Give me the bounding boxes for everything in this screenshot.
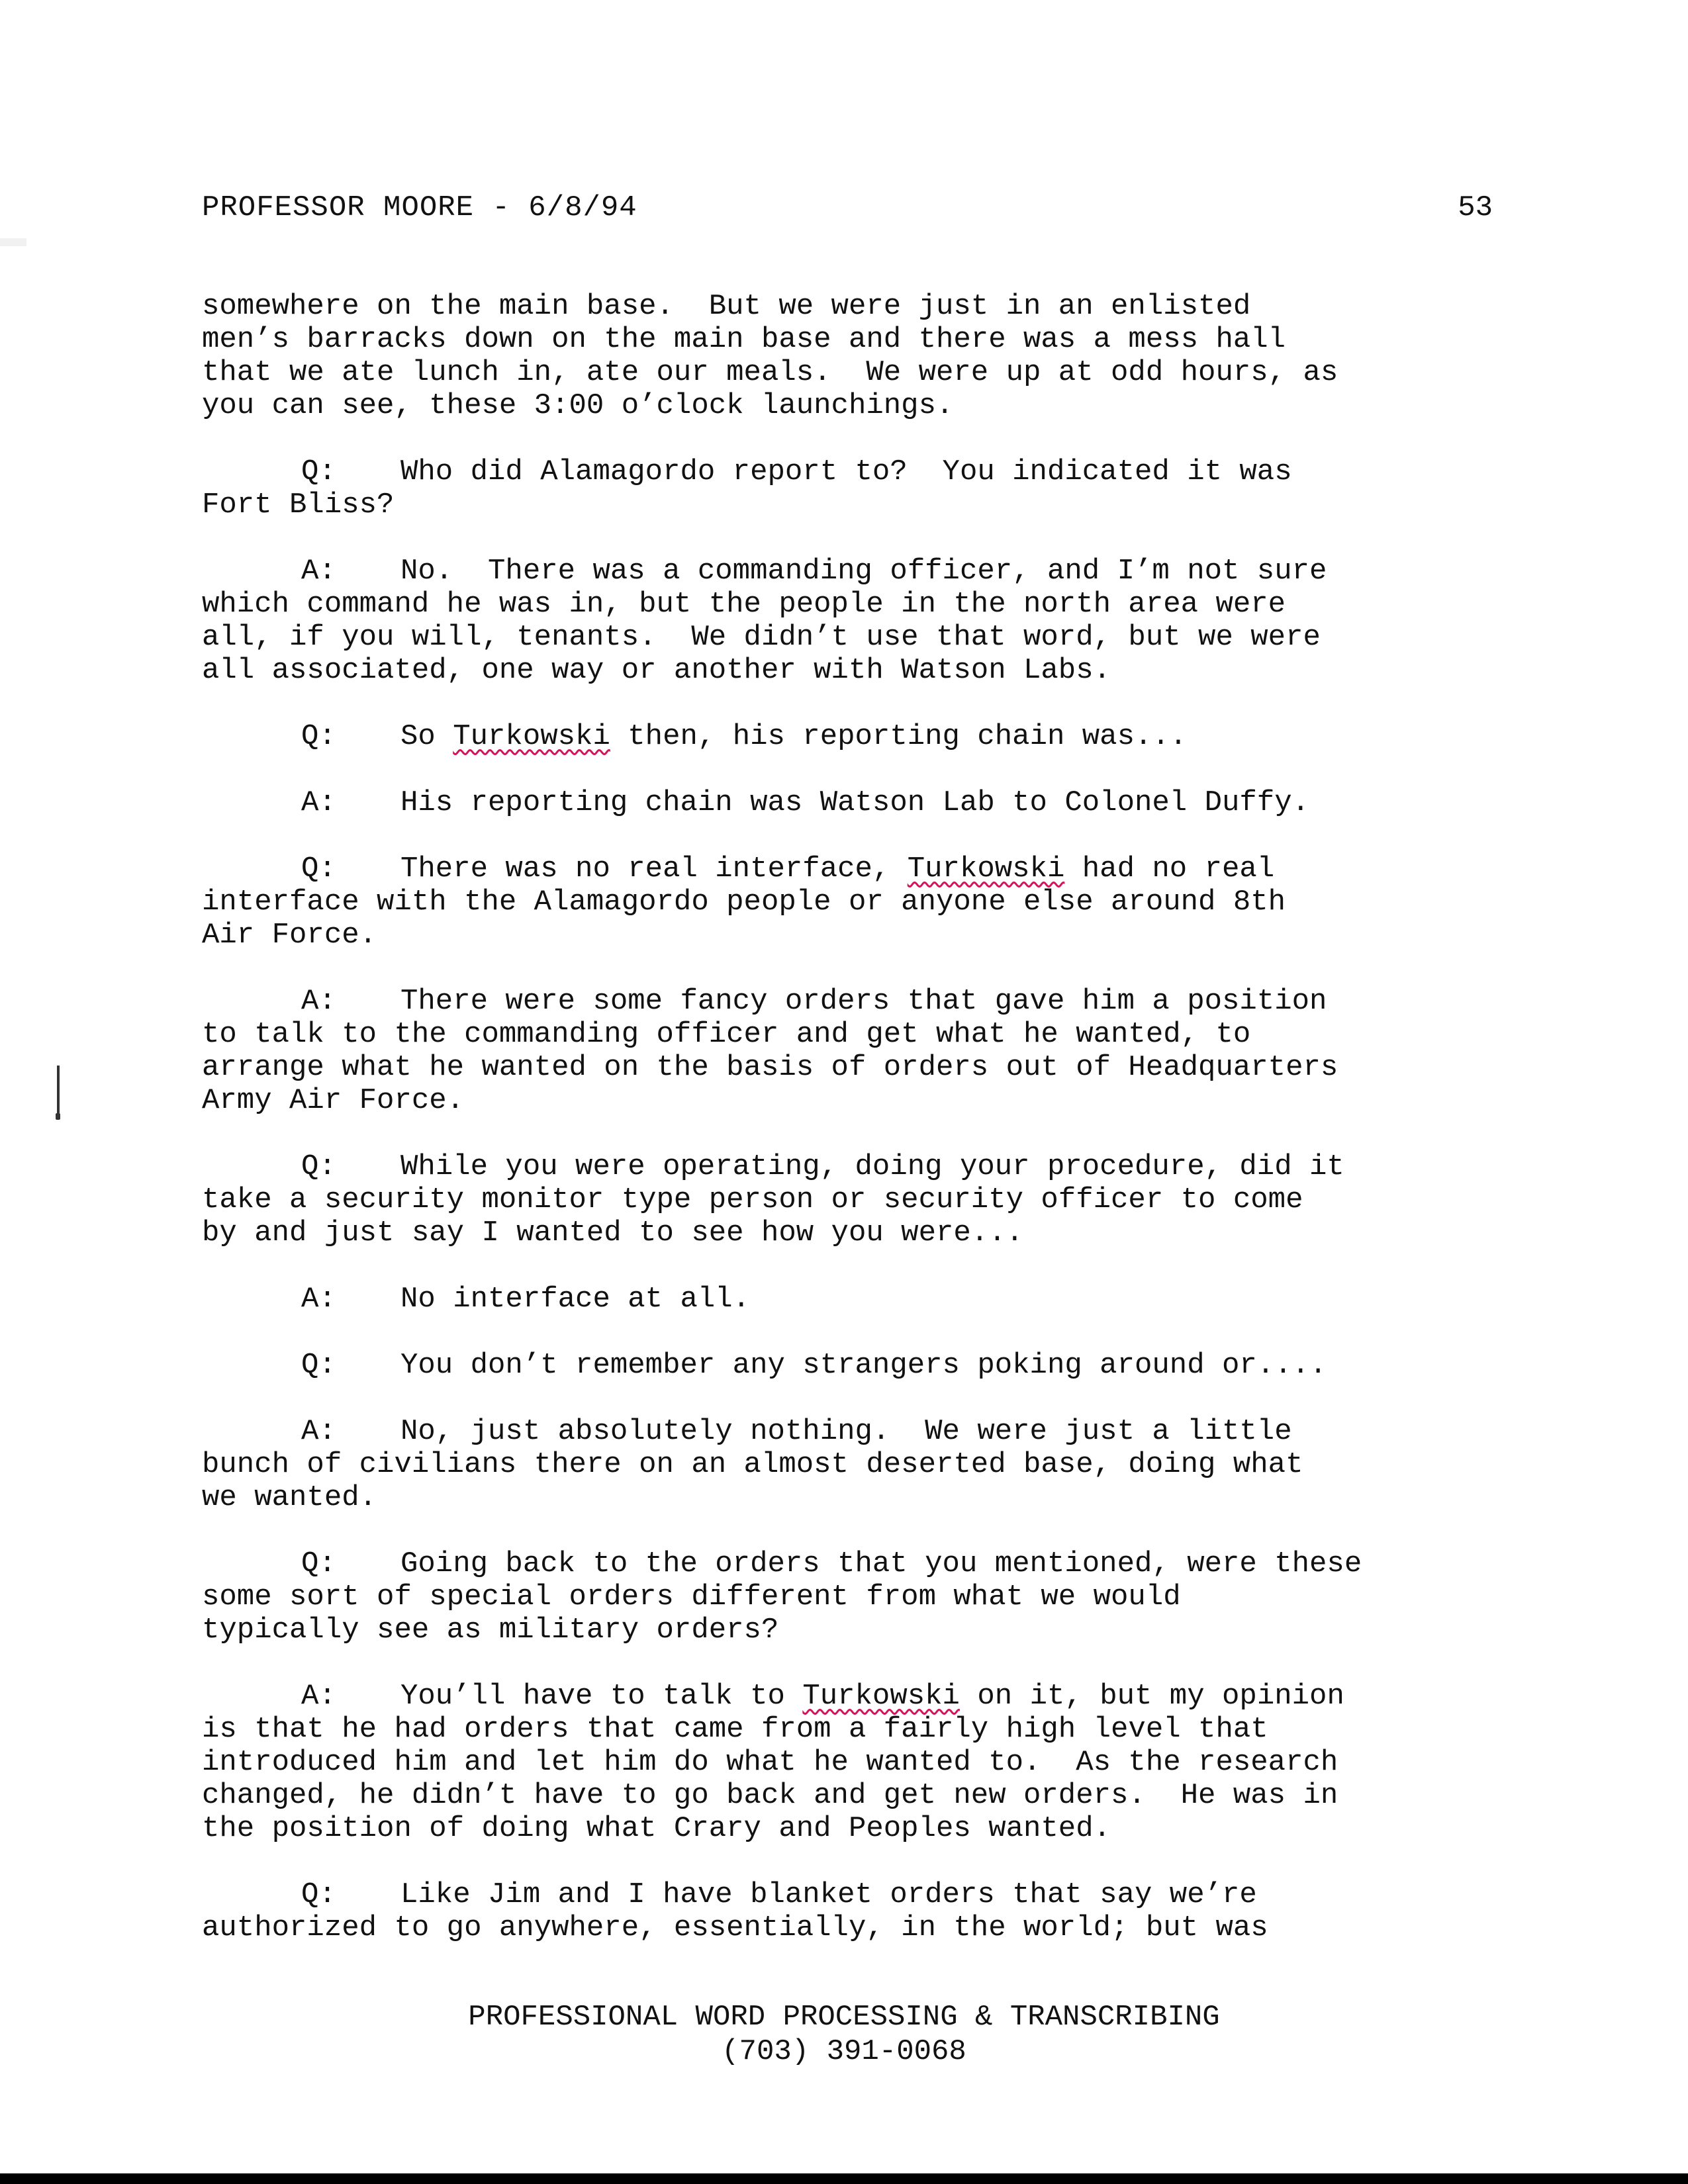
speaker-label: A: [301, 1415, 336, 1448]
transcript-line: Fort Bliss? [202, 488, 395, 522]
transcript-line: Q: Like Jim and I have blanket orders that say we’re [301, 1878, 1257, 1911]
transcript-line: Q: You don’t remember any strangers poking around or.... [301, 1349, 1327, 1382]
transcript-line: A: There were some fancy orders that gave him a position [301, 985, 1327, 1018]
question-paragraph [202, 1150, 1499, 1250]
speaker-label: A: [301, 555, 336, 588]
question-paragraph [202, 1878, 1499, 1944]
question-paragraph [202, 1547, 1499, 1647]
transcript-line: Q: While you were operating, doing your procedure, did it [301, 1150, 1344, 1183]
transcript-line: Army Air Force. [202, 1084, 465, 1117]
transcript-body [202, 290, 1499, 1978]
transcript-line: A: His reporting chain was Watson Lab to Colonel Duffy. [301, 786, 1310, 819]
transcript-line: which command he was in, but the people in the north area were [202, 588, 1286, 621]
transcript-line: interface with the Alamagordo people or anyone else around 8th [202, 886, 1286, 919]
speaker-label: Q: [301, 1878, 336, 1911]
answer-paragraph [202, 786, 1499, 819]
transcript-line: typically see as military orders? [202, 1614, 779, 1647]
footer-company: PROFESSIONAL WORD PROCESSING & TRANSCRIBING [468, 2001, 1220, 2034]
transcript-line: A: No, just absolutely nothing. We were just a little [301, 1415, 1292, 1448]
speaker-label: A: [301, 985, 336, 1018]
transcript-line: the position of doing what Crary and Peoples wanted. [202, 1812, 1111, 1845]
speaker-label: Q: [301, 455, 336, 488]
speaker-label: Q: [301, 852, 336, 886]
transcript-line: some sort of special orders different from what we would [202, 1580, 1181, 1614]
transcript-line: A: No. There was a commanding officer, and I’m not sure [301, 555, 1327, 588]
answer-paragraph [202, 1283, 1499, 1316]
underlined-name-turkowski: Turkowski [802, 1680, 960, 1713]
transcript-line: to talk to the commanding officer and get what he wanted, to [202, 1018, 1251, 1051]
transcript-line: that we ate lunch in, ate our meals. We were up at odd hours, as [202, 356, 1338, 389]
header-title: PROFESSOR MOORE - 6/8/94 [202, 191, 637, 224]
answer-paragraph [202, 1680, 1499, 1845]
question-paragraph [202, 852, 1499, 952]
transcript-line: A: No interface at all. [301, 1283, 751, 1316]
page-number: 53 [1458, 191, 1493, 224]
transcript-line: authorized to go anywhere, essentially, in the world; but was [202, 1911, 1268, 1944]
speaker-label: A: [301, 786, 336, 819]
answer-paragraph [202, 985, 1499, 1117]
transcript-line: take a security monitor type person or security officer to come [202, 1183, 1303, 1216]
question-paragraph [202, 1349, 1499, 1382]
speaker-label: Q: [301, 720, 336, 753]
transcript-line: Q: So Turkowski then, his reporting chain was... [301, 720, 1188, 753]
transcript-line: we wanted. [202, 1481, 377, 1514]
transcript-line: you can see, these 3:00 o’clock launchings. [202, 389, 954, 422]
transcript-line: all, if you will, tenants. We didn’t use that word, but we were [202, 621, 1321, 654]
question-paragraph [202, 720, 1499, 753]
page-header [202, 191, 1493, 230]
transcript-line: changed, he didn’t have to go back and get new orders. He was in [202, 1779, 1338, 1812]
underlined-name-turkowski: Turkowski [907, 852, 1065, 886]
question-paragraph [202, 455, 1499, 522]
speaker-label: A: [301, 1283, 336, 1316]
underlined-name-turkowski: Turkowski [453, 720, 610, 753]
transcript-line: bunch of civilians there on an almost deserted base, doing what [202, 1448, 1303, 1481]
transcript-line: Q: Who did Alamagordo report to? You indicated it was [301, 455, 1292, 488]
margin-pen-mark [57, 1066, 60, 1113]
transcript-line: A: You’ll have to talk to Turkowski on it, but my opinion [301, 1680, 1344, 1713]
speaker-label: Q: [301, 1547, 336, 1580]
page-footer [0, 2000, 1688, 2069]
transcript-line: introduced him and let him do what he wanted to. As the research [202, 1746, 1338, 1779]
footer-phone: (703) 391-0068 [722, 2035, 966, 2068]
transcript-line: men’s barracks down on the main base and there was a mess hall [202, 323, 1286, 356]
transcript-line: Air Force. [202, 919, 377, 952]
transcript-line: somewhere on the main base. But we were just in an enlisted [202, 290, 1251, 323]
answer-paragraph [202, 555, 1499, 687]
speaker-label: Q: [301, 1349, 336, 1382]
speaker-label: A: [301, 1680, 336, 1713]
transcript-paragraph [202, 290, 1499, 422]
transcript-line: Q: There was no real interface, Turkowski had no real [301, 852, 1275, 886]
scan-smudge [0, 238, 26, 246]
answer-paragraph [202, 1415, 1499, 1514]
transcript-line: arrange what he wanted on the basis of orders out of Headquarters [202, 1051, 1338, 1084]
transcript-line: Q: Going back to the orders that you mentioned, were these [301, 1547, 1362, 1580]
speaker-label: Q: [301, 1150, 336, 1183]
transcript-line: is that he had orders that came from a fairly high level that [202, 1713, 1268, 1746]
transcript-line: by and just say I wanted to see how you were... [202, 1216, 1024, 1250]
scan-bottom-edge [0, 2173, 1688, 2184]
transcript-line: all associated, one way or another with Watson Labs. [202, 654, 1111, 687]
